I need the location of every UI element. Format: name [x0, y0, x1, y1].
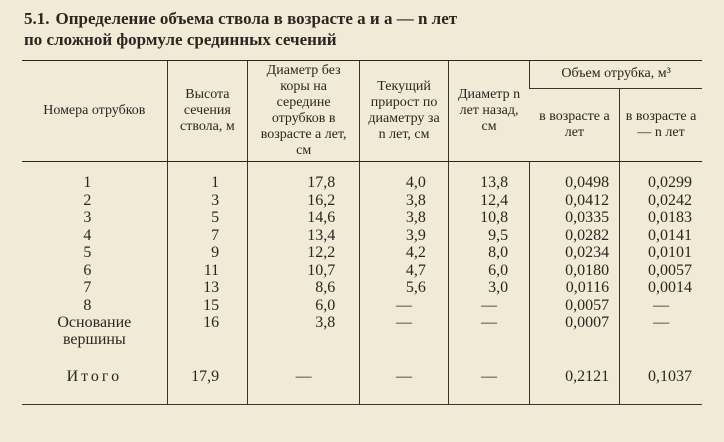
title-line-1	[24, 8, 704, 29]
header-diameter-age-a: Диаметр без коры на середине отрубков в возрасте a лет, см	[248, 61, 360, 162]
cell-volume-a: 0,0234	[530, 244, 620, 262]
table-row	[22, 192, 702, 210]
cell-height: 16	[167, 314, 247, 348]
table-row	[22, 162, 702, 192]
cell-diameter-past: 10,8	[448, 209, 529, 227]
total-label: Итого	[22, 348, 167, 404]
cell-volume-a: 0,0180	[530, 262, 620, 280]
cell-label: 7	[83, 279, 92, 296]
cell-diameter: 8,6	[248, 279, 360, 297]
total-row	[22, 348, 702, 404]
volume-table	[22, 60, 702, 405]
title-text-1: Определение объема ствола в возрасте a и a — n лет	[55, 9, 458, 28]
cell-label: 3	[83, 209, 92, 226]
cell-diameter-past: —	[448, 297, 529, 315]
cell-height: 13	[167, 279, 247, 297]
header-segment-volume: Объем отрубка, м³	[530, 61, 702, 89]
cell-label: 8	[83, 296, 92, 314]
cell-height: 5	[167, 209, 247, 227]
table-row	[22, 227, 702, 245]
cell-volume-a-n: 0,0057	[620, 262, 702, 280]
header-diameter-n-years-ago: Диаметр n лет назад, см	[448, 61, 529, 162]
cell-volume-a-n: 0,0141	[620, 227, 702, 245]
cell-volume-a-n: —	[620, 314, 702, 348]
cell-volume-a-n: 0,0299	[620, 162, 702, 192]
cell-volume-a-n: —	[620, 297, 702, 315]
cell-height: 9	[167, 244, 247, 262]
cell-diameter-past: 13,8	[448, 162, 529, 192]
cell-growth: 4,0	[360, 162, 449, 192]
total-diameter-past: —	[448, 348, 529, 404]
cell-diameter-past: 8,0	[448, 244, 529, 262]
cell-height: 11	[167, 262, 247, 280]
cell-growth: 5,6	[360, 279, 449, 297]
cell-volume-a: 0,0057	[530, 297, 620, 315]
cell-growth: 3,8	[360, 192, 449, 210]
cell-growth: 3,8	[360, 209, 449, 227]
cell-volume-a-n: 0,0014	[620, 279, 702, 297]
cell-growth: —	[360, 314, 449, 348]
header-volume-age-a: в возрасте a лет	[530, 88, 620, 161]
table-row	[22, 297, 702, 315]
cell-label: 6	[83, 261, 92, 279]
total-height: 17,9	[167, 348, 247, 404]
cell-diameter: 10,7	[248, 262, 360, 280]
cell-growth: —	[360, 297, 449, 315]
cell-diameter: 12,2	[248, 244, 360, 262]
cell-diameter-past: 9,5	[448, 227, 529, 245]
table-body	[22, 162, 702, 405]
cell-volume-a: 0,0007	[530, 314, 620, 348]
cell-growth: 4,7	[360, 262, 449, 280]
table-row	[22, 244, 702, 262]
cell-diameter: 6,0	[248, 297, 360, 315]
cell-diameter-past: 3,0	[448, 279, 529, 297]
cell-height: 3	[167, 192, 247, 210]
total-volume-a: 0,2121	[530, 348, 620, 404]
cell-diameter: 3,8	[248, 314, 360, 348]
cell-label: 5	[83, 244, 92, 261]
total-growth: —	[360, 348, 449, 404]
header-current-increment: Текущий прирост по диаметру за n лет, см	[360, 61, 449, 162]
cell-volume-a: 0,0412	[530, 192, 620, 210]
cell-label: 4	[83, 226, 92, 244]
cell-volume-a: 0,0498	[530, 162, 620, 192]
cell-height: 15	[167, 297, 247, 315]
title-line-2: по сложной формуле срединных сечений	[24, 30, 337, 49]
cell-label: 1	[83, 174, 92, 191]
cell-label: Основание вершины	[57, 314, 132, 348]
cell-diameter-past: 6,0	[448, 262, 529, 280]
cell-height: 1	[167, 162, 247, 192]
cell-diameter-past: 12,4	[448, 192, 529, 210]
header-section-height: Высота сечения ствола, м	[167, 61, 247, 162]
cell-volume-a: 0,0335	[530, 209, 620, 227]
cell-growth: 4,2	[360, 244, 449, 262]
header-volume-age-a-minus-n: в возрасте a — n лет	[620, 88, 702, 161]
header-segment-number: Номера отрубков	[22, 61, 167, 162]
cell-diameter-past: —	[448, 314, 529, 348]
table-number: 5.1.	[24, 9, 50, 28]
cell-diameter: 16,2	[248, 192, 360, 210]
cell-growth: 3,9	[360, 227, 449, 245]
cell-volume-a: 0,0116	[530, 279, 620, 297]
table-row	[22, 209, 702, 227]
table-row	[22, 262, 702, 280]
table-title	[24, 8, 704, 50]
cell-volume-a: 0,0282	[530, 227, 620, 245]
cell-volume-a-n: 0,0242	[620, 192, 702, 210]
cell-volume-a-n: 0,0183	[620, 209, 702, 227]
cell-diameter: 14,6	[248, 209, 360, 227]
total-volume-a-n: 0,1037	[620, 348, 702, 404]
total-diameter: —	[248, 348, 360, 404]
cell-diameter: 13,4	[248, 227, 360, 245]
table-row	[22, 314, 702, 348]
cell-height: 7	[167, 227, 247, 245]
table-row	[22, 279, 702, 297]
cell-label: 2	[83, 191, 92, 209]
cell-diameter: 17,8	[248, 162, 360, 192]
cell-volume-a-n: 0,0101	[620, 244, 702, 262]
